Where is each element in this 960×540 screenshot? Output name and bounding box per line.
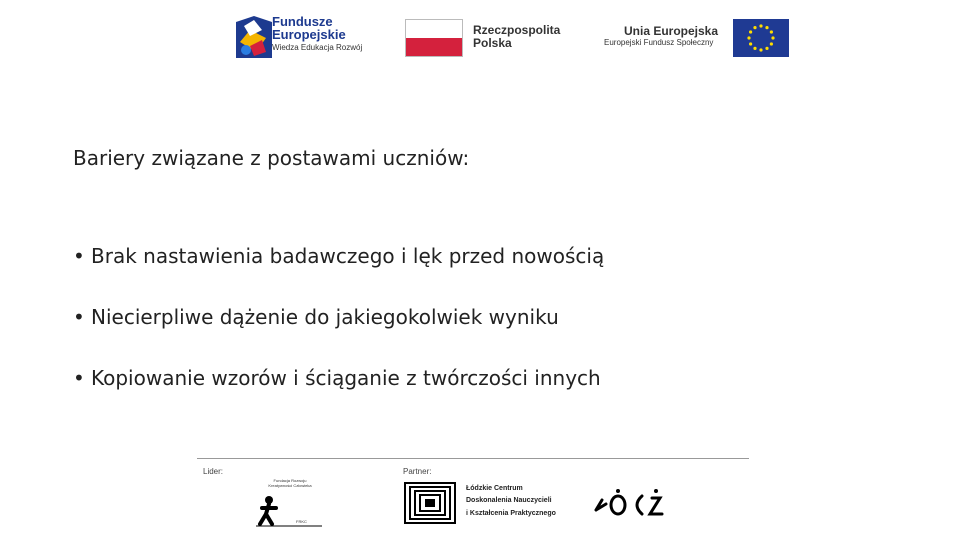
poland-text: [473, 24, 560, 50]
lider-label: Lider:: [203, 467, 224, 476]
eu-star-icon: [765, 26, 768, 29]
list-item: [73, 297, 604, 358]
eu-star-icon: [770, 30, 773, 33]
eu-star-icon: [747, 36, 750, 39]
partner-line1: Łódzkie Centrum: [466, 485, 523, 492]
eu-flag-icon: [733, 19, 789, 57]
bullet-text: Niecierpliwe dążenie do jakiegokolwiek wyniku: [91, 305, 559, 329]
eu-line1: Unia Europejska: [624, 24, 719, 38]
eu-text: [604, 24, 718, 48]
poland-flag-icon: [405, 19, 463, 57]
funds-line1: Fundusze: [272, 14, 333, 29]
eu-star-icon: [759, 24, 762, 27]
lodz-logo-icon: [592, 488, 666, 518]
eu-star-icon: [765, 47, 768, 50]
eu-star-icon: [753, 26, 756, 29]
poland-line2: Polska: [473, 36, 512, 51]
eu-star-icon: [771, 36, 774, 39]
lider-logo-text: Fundacja Rozwoju Kreatywności Człowieka: [268, 478, 312, 488]
bullet-text: Brak nastawienia badawczego i lęk przed nowością: [91, 244, 605, 268]
partner-logo-text: [466, 483, 556, 520]
poland-line1: Rzeczpospolita: [473, 23, 561, 37]
eu-star-icon: [749, 30, 752, 33]
bullet-list: [73, 236, 604, 419]
slide-heading: Bariery związane z postawami uczniów:: [73, 146, 470, 170]
eu-star-icon: [759, 48, 762, 51]
list-item: [73, 236, 604, 297]
bullet-text: Kopiowanie wzorów i ściąganie z twórczości innych: [91, 366, 601, 390]
eu-star-icon: [770, 42, 773, 45]
funds-line3: Wiedza Edukacja Rozwój: [272, 43, 363, 52]
partner-label: Partner:: [403, 467, 432, 476]
eu-star-icon: [753, 47, 756, 50]
funds-line2: Europejskie: [272, 27, 346, 42]
european-funds-text: [272, 15, 362, 52]
partner-line3: i Kształcenia Praktycznego: [466, 509, 556, 517]
bullet-glyph: •: [73, 244, 85, 268]
footer-divider: [197, 458, 749, 459]
bullet-glyph: •: [73, 366, 85, 390]
partner-line2: Doskonalenia Nauczycieli: [466, 497, 552, 505]
eu-line2: Europejski Fundusz Społeczny: [604, 38, 714, 48]
lider-logo-small: FRKC: [296, 519, 307, 524]
eu-star-icon: [749, 42, 752, 45]
bullet-glyph: •: [73, 305, 85, 329]
list-item: [73, 358, 604, 419]
partner-logo-square-icon: [404, 482, 456, 524]
